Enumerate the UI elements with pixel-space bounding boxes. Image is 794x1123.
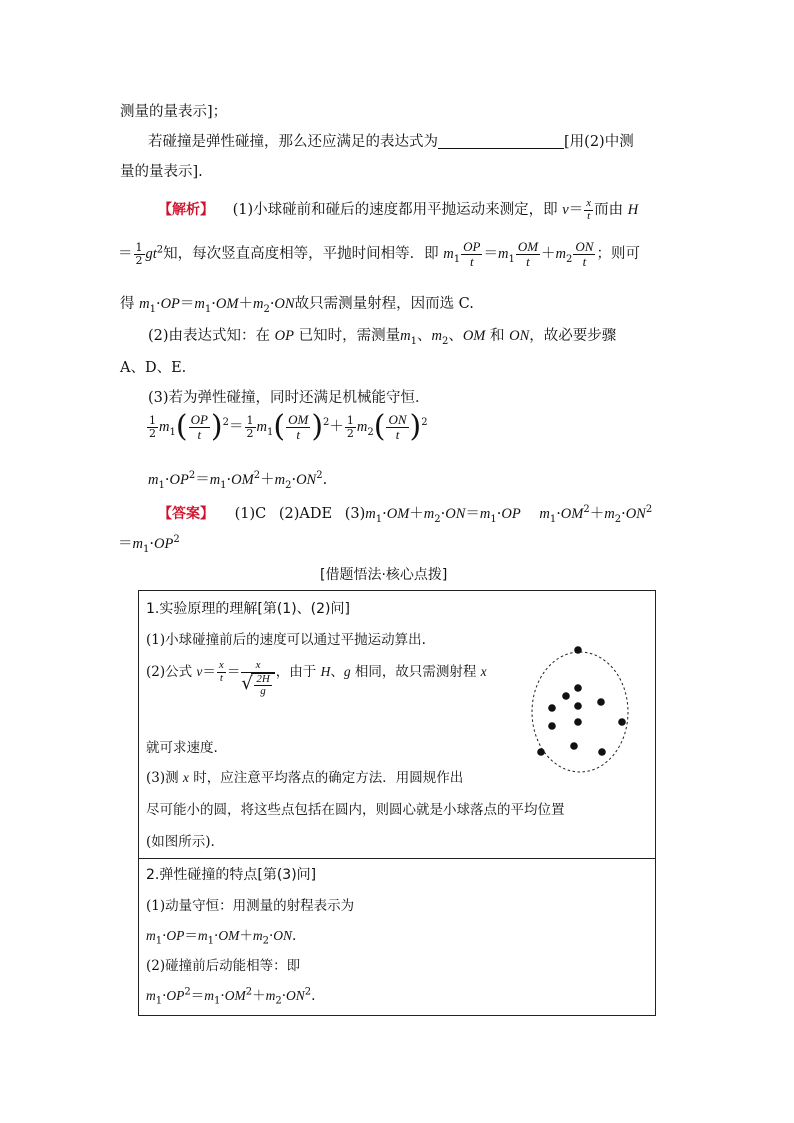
- analysis-text: ；则可: [596, 246, 640, 263]
- op-symbol: OP: [153, 536, 174, 552]
- subscript: 2: [566, 254, 573, 266]
- on-symbol: ON: [286, 988, 305, 1003]
- fraction-numerator: 1: [149, 413, 156, 427]
- box-line-7: (1)动量守恒：用测量的射程表示为: [146, 898, 355, 914]
- on-symbol: ON: [509, 328, 530, 344]
- equals-sign: ＝: [118, 536, 133, 552]
- comma: ，: [275, 664, 290, 680]
- analysis-line-5: A、D、E.: [120, 360, 187, 376]
- analysis-text: (1)小球碰前和碰后的速度都用平抛运动来测定，即: [232, 202, 558, 219]
- answer-1: (1)C: [234, 506, 267, 522]
- dot: ·: [155, 296, 161, 312]
- fraction-numerator: 1: [135, 241, 143, 255]
- landing-points-diagram: [528, 640, 636, 776]
- superscript: 2: [188, 470, 196, 482]
- range-symbol: x: [182, 770, 189, 785]
- intro-text-post: [用(2)中测: [564, 134, 634, 150]
- subscript: 1: [155, 935, 163, 947]
- dot: ·: [382, 506, 387, 522]
- landing-point: [574, 684, 582, 692]
- energy-equation: [146, 409, 428, 444]
- mass-symbol: m: [604, 506, 615, 522]
- subscript: 1: [207, 935, 215, 947]
- fraction-x-t: [217, 660, 226, 684]
- left-paren: (: [175, 409, 188, 444]
- right-paren: ): [210, 409, 223, 444]
- subscript: 1: [267, 426, 274, 438]
- on-symbol: ON: [625, 506, 646, 522]
- box-heading-2: 2.弹性碰撞的特点[第(3)问]: [146, 867, 317, 883]
- subscript: 1: [149, 303, 156, 315]
- landing-point: [574, 702, 582, 710]
- mass-symbol: m: [194, 296, 205, 312]
- box-heading-1: 1.实验原理的理解[第(1)、(2)问]: [146, 601, 350, 617]
- fraction-denominator: 2: [149, 426, 156, 440]
- mass-symbol: m: [356, 419, 368, 435]
- op-symbol: OP: [169, 472, 189, 488]
- mass-symbol: m: [146, 988, 156, 1003]
- fraction-denominator: t: [197, 426, 202, 442]
- dot: ·: [269, 296, 275, 312]
- subscript: 2: [262, 935, 269, 947]
- plus-sign: ＋: [239, 928, 253, 944]
- fraction-numerator: OP: [190, 411, 208, 427]
- superscript: 2: [222, 417, 230, 429]
- left-paren: (: [273, 409, 286, 444]
- subscript: 1: [169, 426, 176, 438]
- mass-symbol: m: [400, 328, 411, 344]
- fraction-2h-g: [254, 674, 271, 698]
- equals-sign: ＝: [190, 988, 205, 1004]
- average-circle: [532, 652, 628, 772]
- superscript: 2: [184, 986, 191, 998]
- om-symbol: OM: [560, 506, 584, 522]
- equals-sign: ＝: [226, 664, 241, 680]
- on-symbol: ON: [273, 928, 293, 943]
- fraction-numerator: 1: [346, 413, 354, 427]
- subscript: 2: [367, 426, 374, 438]
- subscript: 2: [263, 303, 270, 315]
- section-title: [借题悟法·核心点拨]: [320, 567, 448, 583]
- fraction-denominator: t: [526, 253, 530, 269]
- fraction-x-sqrt: [241, 660, 274, 698]
- right-paren: ): [311, 409, 324, 444]
- box-text: (3)测: [146, 770, 179, 786]
- fraction-x-t: [584, 198, 593, 222]
- analysis-line-6: (3)若为弹性碰撞，同时还满足机械能守恒．: [148, 390, 430, 406]
- equals-sign: ＝: [195, 472, 210, 488]
- dot: ·: [220, 988, 225, 1004]
- op-symbol: OP: [501, 506, 521, 522]
- box-line-6: (如图所示).: [146, 834, 215, 850]
- dot: ·: [149, 536, 154, 552]
- answer-2: (2)ADE: [278, 506, 333, 522]
- dot: ·: [226, 472, 232, 488]
- analysis-text: 得: [120, 296, 135, 312]
- mass-symbol: m: [365, 506, 376, 522]
- fraction-half: [245, 415, 256, 439]
- dot: ·: [162, 988, 167, 1004]
- mass-symbol: m: [431, 328, 442, 344]
- superscript: 2: [156, 244, 164, 256]
- dot: ·: [164, 472, 170, 488]
- mass-symbol: m: [256, 419, 267, 435]
- subscript: 1: [453, 254, 461, 266]
- fraction-numerator: ON: [575, 239, 594, 254]
- mass-symbol: m: [539, 506, 550, 522]
- box-line-2: [146, 660, 487, 698]
- superscript: 2: [245, 986, 253, 998]
- fraction-op-t: [461, 240, 482, 268]
- mass-symbol: m: [204, 988, 215, 1003]
- landing-point: [537, 748, 545, 756]
- mass-symbol: m: [497, 246, 509, 263]
- landing-point: [598, 748, 606, 756]
- plus-sign: ＋: [589, 506, 605, 522]
- fraction-om-t: [516, 240, 540, 268]
- landing-point: [618, 718, 626, 726]
- fraction-numerator: OM: [288, 411, 309, 427]
- op-symbol: OP: [160, 296, 180, 312]
- answer-line-2: [118, 532, 180, 553]
- plus-sign: ＋: [260, 472, 275, 488]
- landing-point: [574, 718, 582, 726]
- box-line-1: (1)小球碰撞前后的速度可以通过平抛运动算出.: [146, 632, 426, 648]
- box-text: (2)公式: [146, 664, 193, 680]
- mass-symbol: m: [274, 472, 286, 488]
- landing-point: [597, 698, 605, 706]
- answer-3: (3): [344, 506, 366, 522]
- subscript: 1: [375, 513, 383, 525]
- equals-sign: ＝: [202, 664, 216, 680]
- equals-sign: ＝: [483, 246, 498, 263]
- dot: ·: [214, 928, 219, 944]
- mass-symbol: m: [159, 419, 170, 435]
- dot: ·: [211, 296, 216, 312]
- fraction-numerator: OM: [517, 239, 539, 254]
- energy-simplified: [148, 468, 327, 489]
- fraction-denominator: t: [587, 209, 591, 222]
- dot: ·: [291, 472, 297, 488]
- om-symbol: OM: [218, 928, 240, 943]
- on-symbol: ON: [296, 472, 317, 488]
- superscript: 2: [316, 470, 323, 482]
- subscript: 1: [220, 479, 227, 491]
- gt-term: gt: [145, 246, 157, 263]
- equals-sign: ＝: [184, 928, 198, 944]
- subscript: 1: [214, 995, 221, 1007]
- om-symbol: OM: [231, 472, 254, 488]
- fraction-denominator: t: [395, 426, 400, 442]
- mass-symbol: m: [252, 928, 263, 943]
- mass-symbol: m: [555, 246, 567, 263]
- superscript: 2: [645, 504, 653, 516]
- answer-line: [158, 502, 652, 523]
- mass-symbol: m: [132, 536, 143, 552]
- period: .: [322, 472, 328, 488]
- box-line-8: [146, 924, 297, 947]
- superscript: 2: [173, 534, 180, 546]
- dot: ·: [268, 928, 274, 944]
- subscript: 1: [158, 479, 165, 491]
- gravity-symbol: g: [343, 664, 351, 679]
- on-symbol: ON: [445, 506, 466, 522]
- analysis-text: 知，每次竖直高度相等，平抛时间相等．即: [163, 246, 439, 263]
- mass-symbol: m: [265, 988, 276, 1003]
- subscript: 2: [275, 995, 282, 1007]
- fraction-denominator: 2: [346, 426, 354, 440]
- analysis-text: 已知时，需测量: [298, 328, 401, 344]
- box-text: 由于: [289, 664, 317, 680]
- plus-sign: ＋: [541, 246, 556, 263]
- fraction-denominator: 2: [135, 253, 143, 267]
- subscript: 1: [142, 543, 150, 555]
- mass-symbol: m: [146, 928, 156, 943]
- fraction-on-t: [573, 240, 595, 268]
- on-symbol: ON: [274, 296, 295, 312]
- om-symbol: OM: [462, 328, 486, 344]
- box-text: 、: [330, 664, 344, 680]
- period: .: [311, 988, 316, 1004]
- op-symbol: OP: [274, 328, 294, 344]
- velocity-symbol: v: [196, 664, 203, 679]
- box-line-10: [146, 984, 316, 1007]
- landing-point: [548, 722, 556, 730]
- fraction-numerator: x: [241, 660, 274, 673]
- range-symbol: x: [480, 664, 487, 679]
- superscript: 2: [253, 470, 261, 482]
- sqrt-sign: √ $\frac{2H}{g}$: [241, 673, 274, 698]
- analysis-text: 而由: [594, 202, 624, 219]
- op-symbol: OP: [166, 988, 185, 1003]
- superscript: 2: [323, 417, 330, 429]
- intro-line-3: 量的量表示].: [120, 164, 203, 180]
- op-symbol: OP: [166, 928, 185, 943]
- answer-tag: 【答案】: [158, 506, 214, 522]
- plus-sign: ＋: [409, 506, 424, 522]
- subscript: 1: [155, 995, 163, 1007]
- fraction-half: [134, 242, 145, 266]
- dot: ·: [162, 928, 167, 944]
- mass-symbol: m: [443, 246, 454, 263]
- height-symbol: H: [320, 664, 331, 679]
- box-text: 时，应注意平均落点的确定方法．用圆规作出: [193, 770, 464, 786]
- dot: ·: [440, 506, 446, 522]
- subscript: 1: [204, 303, 212, 315]
- answer-blank[interactable]: [438, 132, 564, 149]
- fraction-numerator: x: [218, 659, 224, 672]
- fraction-numerator: 1: [246, 413, 254, 427]
- fraction-om-t: [286, 413, 310, 441]
- dot: ·: [281, 988, 287, 1004]
- subscript: 2: [285, 479, 292, 491]
- intro-line-2: [148, 130, 634, 151]
- fraction-denominator: 2: [246, 426, 254, 440]
- fraction-numerator: ON: [388, 411, 407, 427]
- equals-sign: ＝: [179, 296, 195, 312]
- fraction-denominator: t: [469, 253, 474, 269]
- analysis-line-1: [158, 198, 638, 222]
- subscript: 2: [434, 513, 441, 525]
- analysis-line-2: [118, 240, 640, 268]
- mass-symbol: m: [252, 296, 264, 312]
- landing-point: [570, 742, 578, 750]
- om-symbol: OM: [215, 296, 239, 312]
- right-paren: ): [409, 409, 422, 444]
- analysis-text: 和: [490, 328, 505, 344]
- height-symbol: H: [627, 202, 639, 219]
- fraction-half: [147, 415, 158, 439]
- intro-line-1: 测量的量表示]；: [120, 104, 228, 120]
- subscript: 2: [441, 335, 449, 347]
- analysis-text: 故只需测量射程，因而选 C.: [294, 296, 474, 312]
- plus-sign: ＋: [252, 988, 266, 1004]
- fraction-op-t: [189, 413, 210, 441]
- dot: ·: [496, 506, 502, 522]
- plus-sign: ＋: [329, 419, 344, 435]
- mass-symbol: m: [423, 506, 435, 522]
- om-symbol: OM: [224, 988, 246, 1003]
- fraction-numerator: OP: [463, 239, 481, 254]
- superscript: 2: [304, 986, 312, 998]
- landing-point: [548, 704, 556, 712]
- fraction-denominator: t: [296, 426, 301, 442]
- landing-point: [562, 692, 570, 700]
- mass-symbol: m: [139, 296, 150, 312]
- fraction-on-t: [386, 413, 408, 441]
- subscript: 2: [614, 513, 622, 525]
- sqrt-denominator: [241, 673, 274, 698]
- fraction-denominator: t: [582, 253, 587, 269]
- velocity-symbol: v: [562, 202, 569, 219]
- plus-sign: ＋: [238, 296, 253, 312]
- mass-symbol: m: [148, 472, 159, 488]
- box-text: 相同，故只需测射程: [354, 664, 477, 680]
- analysis-line-3: [120, 292, 474, 313]
- equals-sign: ＝: [568, 202, 584, 219]
- subscript: 1: [549, 513, 557, 525]
- landing-point: [574, 646, 582, 654]
- equals-sign: ＝: [118, 246, 133, 263]
- equals-sign: ＝: [229, 419, 244, 435]
- intro-text: 若碰撞是弹性碰撞，那么还应满足的表达式为: [148, 134, 438, 150]
- fraction-denominator: g: [260, 685, 266, 698]
- subscript: 1: [410, 335, 417, 347]
- fraction-denominator: t: [219, 672, 223, 684]
- analysis-text: ，故必要步骤: [529, 328, 617, 344]
- fraction-numerator: 2H: [256, 672, 270, 685]
- box-line-5: 尽可能小的圆，将这些点包括在圆内，则圆心就是小球落点的平均位置: [146, 802, 565, 818]
- subscript: 1: [490, 513, 497, 525]
- analysis-tag: 【解析】: [158, 202, 214, 219]
- box-line-9: (2)碰撞前后动能相等：即: [146, 958, 301, 974]
- mass-symbol: m: [479, 506, 491, 522]
- dot: ·: [556, 506, 561, 522]
- box-divider: [138, 858, 656, 859]
- superscript: 2: [421, 417, 428, 429]
- dot: ·: [621, 506, 626, 522]
- left-paren: (: [373, 409, 386, 444]
- fraction-numerator: x: [586, 197, 592, 209]
- analysis-text: (2)由表达式知：在: [148, 328, 271, 344]
- mass-symbol: m: [197, 928, 208, 943]
- om-symbol: OM: [386, 506, 410, 522]
- equals-sign: ＝: [465, 506, 480, 522]
- subscript: 1: [508, 254, 515, 266]
- superscript: 2: [583, 504, 590, 516]
- fraction-half: [345, 415, 356, 439]
- mass-symbol: m: [209, 472, 221, 488]
- period: .: [292, 928, 297, 944]
- box-line-4: [146, 766, 463, 786]
- analysis-line-4: (2)由表达式知：在 OP 已知时，需测量$m_1$、$m_2$、OM 和 ON，故必要步骤: [148, 328, 617, 347]
- box-line-3: 就可求速度.: [146, 740, 218, 756]
